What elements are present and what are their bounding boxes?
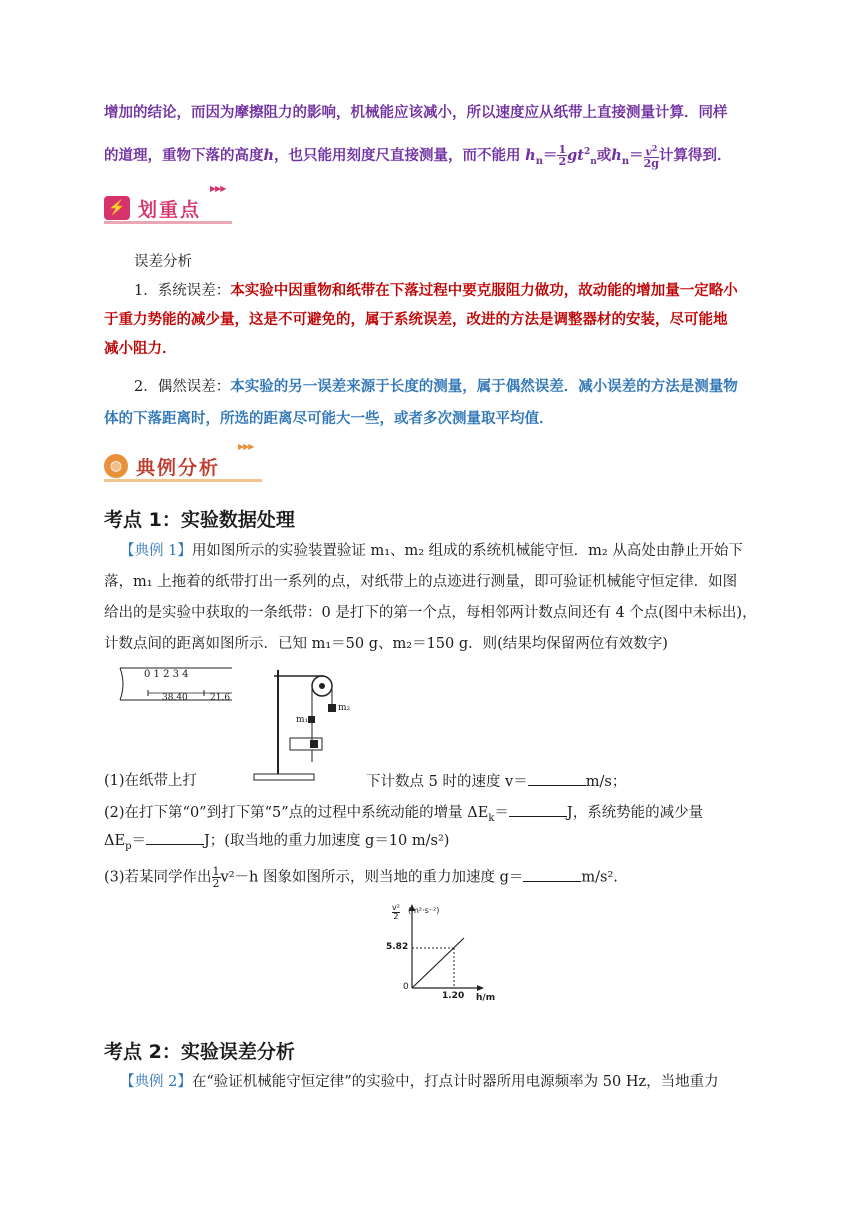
answer-blank[interactable] (146, 830, 204, 845)
tape-distance-1: 38.40 (162, 693, 188, 703)
intro-text: 计算得到． (658, 146, 732, 164)
ex1-line1 (120, 541, 743, 561)
kp2-heading: 考点 2：实验误差分析 (104, 1041, 295, 1063)
kp1-heading: 考点 1：实验数据处理 (104, 509, 295, 531)
q1-cont (366, 771, 626, 792)
apparatus-figure (244, 662, 364, 784)
intro-text: 的道理，重物下落的高度 (104, 146, 264, 164)
q1 (104, 771, 197, 791)
error-analysis-subtitle: 误差分析 (134, 254, 192, 270)
q2-sub: p (125, 840, 132, 852)
label-m2: m₂ (338, 703, 351, 713)
key-points-banner (104, 184, 226, 222)
intro-text: 或 (596, 146, 612, 164)
q2-text: ΔE (104, 833, 126, 849)
intro-text: ，也只能用刻度尺直接测量，而不能用 (274, 146, 521, 164)
graph-xlabel: h/m (476, 993, 496, 1003)
examples-title: 典例分析 (136, 456, 221, 479)
q2-text: ＝ (494, 805, 509, 821)
intro-symbol-h: h (263, 146, 275, 164)
q2-text: ＝ (131, 833, 146, 849)
arrows-icon: ▶▶▶ (210, 184, 226, 193)
tape-distance-2: 21.6 (210, 693, 231, 703)
graph-x-value: 1.20 (442, 991, 465, 1001)
q1-unit: m/s； (585, 774, 627, 790)
paper-tape-figure (116, 660, 232, 708)
q2-text: J，系统势能的减少量 (566, 805, 704, 821)
item2-line1 (134, 377, 738, 397)
q3 (104, 866, 618, 889)
item1-text: 本实验中因重物和纸带在下落过程中要克服阻力做功，故动能的增加量一定略小 (230, 282, 738, 299)
q2-text: J；(取当地的重力加速度 g＝10 m/s²) (203, 833, 450, 849)
q1-text: (1)在纸带上打 (104, 773, 198, 789)
graph-origin: 0 (403, 982, 409, 992)
q2-line2 (104, 830, 449, 857)
ex1-tag: 【典例 1】 (120, 543, 192, 559)
formula-2: $h_n=$ $\frac{v^2}{2g}$ (611, 142, 659, 171)
q3-text: v²－h 图象如图所示，则当地的重力加速度 g＝ (220, 869, 524, 886)
lightning-icon: ⚡ (104, 196, 130, 220)
ex2-line1 (120, 1072, 719, 1092)
item2-line2: 体的下落距离时，所选的距离尽可能大一些，或者多次测量取平均值． (104, 410, 554, 427)
item2-label: 2．偶然误差： (134, 379, 231, 395)
item2-text: 本实验的另一误差来源于长度的测量，属于偶然误差．减小误差的方法是测量物 (230, 378, 738, 395)
tape-tick-labels: 0 1 2 3 4 (144, 669, 189, 680)
ex1-line4: 计数点间的距离如图所示．已知 m₁＝50 g、m₂＝150 g．则(结果均保留两位有效数字) (104, 636, 668, 652)
key-points-title: 划重点 (138, 198, 202, 221)
q1-text: 下计数点 5 时的速度 v＝ (366, 774, 528, 790)
item1-line1 (134, 281, 738, 301)
ex2-tag: 【典例 2】 (120, 1074, 192, 1090)
label-m1: m₁ (296, 715, 309, 725)
q3-text: (3)若某同学作出 (104, 869, 212, 886)
item1-line3: 减小阻力． (104, 340, 177, 357)
answer-blank[interactable] (523, 867, 581, 882)
graph-line (412, 938, 464, 988)
q2-text: (2)在打下第“0”到打下第“5”点的过程中系统动能的增量 ΔE (104, 805, 489, 821)
ex1-line3: 给出的是实验中获取的一条纸带：0 是打下的第一个点，每相邻两计数点间还有 4 个点(图中未标出)， (104, 605, 757, 621)
intro-line-2 (104, 142, 731, 172)
graph-y-value: 5.82 (386, 942, 409, 952)
v2-h-graph (376, 902, 506, 1006)
ex2-text: 在“验证机械能守恒定律”的实验中，打点计时器所用电源频率为 50 Hz，当地重力 (191, 1074, 719, 1090)
ex1-line2: 落，m₁ 上拖着的纸带打出一系列的点，对纸带上的点迹进行测量，即可验证机械能守恒定律．如图 (104, 574, 738, 590)
answer-blank[interactable] (528, 771, 586, 786)
item1-line2: 于重力势能的减少量，这是不可避免的，属于系统误差，改进的方法是调整器材的安装，尽可能地 (104, 311, 728, 328)
banner-underline (104, 221, 232, 224)
item1-label: 1．系统误差： (134, 283, 231, 299)
answer-blank[interactable] (509, 802, 567, 817)
graph-ylabel-fraction: v² 2 (392, 903, 400, 921)
ex1-text: 用如图所示的实验装置验证 m₁、m₂ 组成的系统机械能守恒．m₂ 从高处由静止开始下 (191, 543, 743, 559)
examples-banner (104, 442, 254, 480)
q3-fraction: $\frac{1}{2}$ (212, 865, 220, 890)
q2-sub: k (488, 812, 495, 824)
formula-1: $h_n=$ $\frac{1}{2}$ $gt^2_n$ (525, 143, 597, 169)
graph-ylabel-unit: (m²·s⁻²) (408, 906, 440, 915)
q2-line1 (104, 802, 703, 829)
banner-underline (104, 479, 262, 482)
arrows-icon: ▶▶▶ (238, 442, 254, 451)
globe-icon: ◍ (104, 454, 128, 478)
q3-unit: m/s². (581, 869, 618, 886)
intro-line-1: 增加的结论，而因为摩擦阻力的影响，机械能应该减小，所以速度应从纸带上直接测量计算．同样 (104, 104, 728, 121)
